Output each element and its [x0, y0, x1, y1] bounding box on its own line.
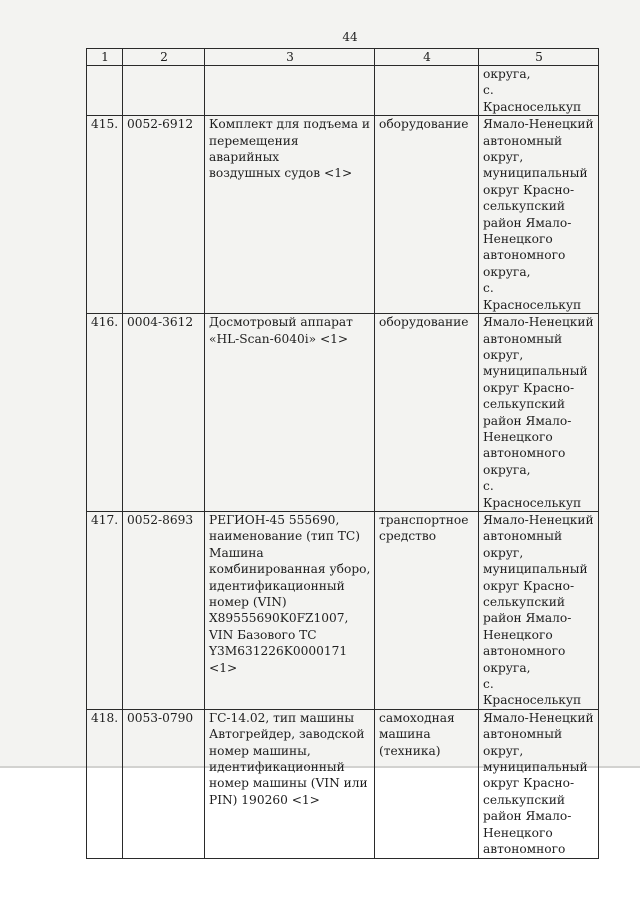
- registry-table: [86, 48, 599, 859]
- page-number: 44: [342, 30, 358, 44]
- row-name: РЕГИОН-45 555690, наименование (тип ТС) Машина комбинированная уборо, идентификационный номер (VIN) X89555690K0FZ1007, VIN Базового ТС Y3M631226K0000171 <1>: [205, 511, 375, 709]
- table-row: [87, 709, 599, 858]
- row-number: [87, 66, 123, 116]
- table-row: [87, 314, 599, 512]
- row-code: 0053-0790: [123, 709, 205, 858]
- row-number: 417.: [87, 511, 123, 709]
- row-location: Ямало-Ненецкий автономный округ, муниципальный округ Красно- селькупский район Ямало- Ненецкого автономного округа, с. Красноселькуп: [479, 116, 599, 314]
- column-header-1: 1: [87, 49, 123, 66]
- column-header-2: 2: [123, 49, 205, 66]
- column-header-3: 3: [205, 49, 375, 66]
- row-name: ГС-14.02, тип машины Автогрейдер, заводской номер машины, идентификационный номер машины (VIN или PIN) 190260 <1>: [205, 709, 375, 858]
- row-code: 0052-8693: [123, 511, 205, 709]
- row-location: Ямало-Ненецкий автономный округ, муниципальный округ Красно- селькупский район Ямало- Ненецкого автономного округа, с. Красноселькуп: [479, 314, 599, 512]
- row-number: 415.: [87, 116, 123, 314]
- row-category: оборудование: [375, 314, 479, 512]
- row-name: Досмотровый аппарат «HL-Scan-6040i» <1>: [205, 314, 375, 512]
- row-code: 0004-3612: [123, 314, 205, 512]
- row-location: Ямало-Ненецкий автономный округ, муниципальный округ Красно- селькупский район Ямало- Ненецкого автономного округа, с. Красноселькуп: [479, 511, 599, 709]
- row-number: 418.: [87, 709, 123, 858]
- row-code: [123, 66, 205, 116]
- table-row: [87, 116, 599, 314]
- row-category: самоходная машина (техника): [375, 709, 479, 858]
- row-name: Комплект для подъема и перемещения аварийных воздушных судов <1>: [205, 116, 375, 314]
- column-header-4: 4: [375, 49, 479, 66]
- row-location: округа, с. Красноселькуп: [479, 66, 599, 116]
- row-category: [375, 66, 479, 116]
- table-row: [87, 511, 599, 709]
- row-number: 416.: [87, 314, 123, 512]
- row-location: Ямало-Ненецкий автономный округ, муниципальный округ Красно- селькупский район Ямало- Ненецкого автономного: [479, 709, 599, 858]
- column-header-5: 5: [479, 49, 599, 66]
- row-category: транспортное средство: [375, 511, 479, 709]
- header-row: [87, 49, 599, 66]
- row-name: [205, 66, 375, 116]
- row-category: оборудование: [375, 116, 479, 314]
- table-row: [87, 66, 599, 116]
- row-code: 0052-6912: [123, 116, 205, 314]
